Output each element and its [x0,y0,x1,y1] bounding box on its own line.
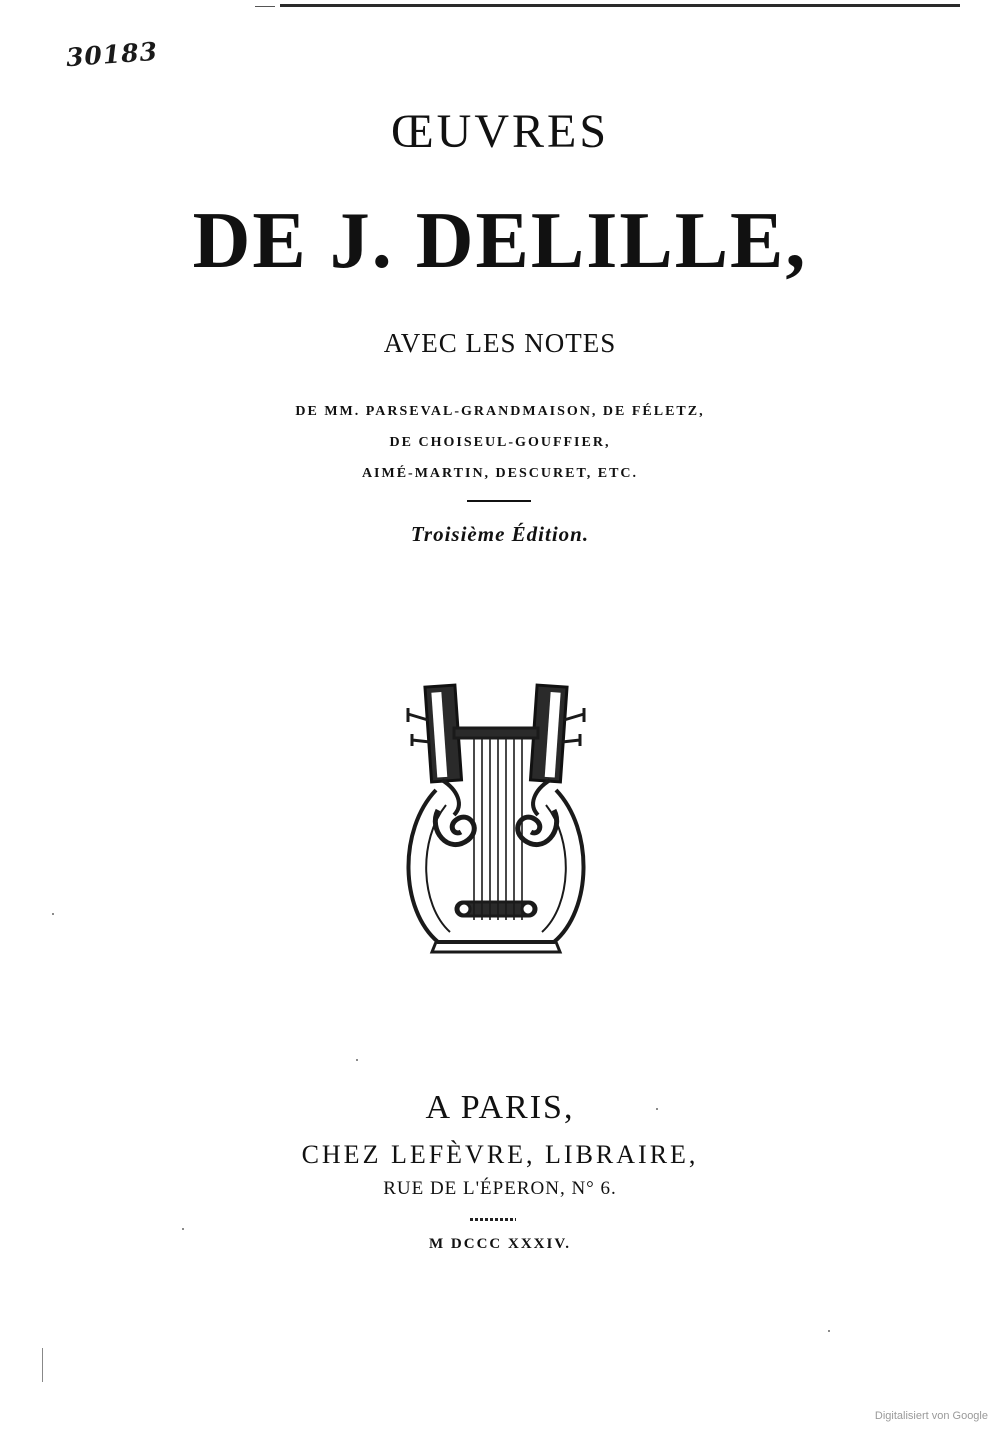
margin-mark [42,1348,43,1382]
edition-label: Troisième Édition. [410,522,590,546]
paper-speck [828,1330,830,1332]
imprint-address: RUE DE L'ÉPERON, N° 6. [383,1178,617,1199]
subtitle: AVEC LES NOTES [383,328,617,358]
paper-speck [356,1059,358,1061]
paper-speck [182,1228,184,1230]
contributors-line: DE MM. PARSEVAL-GRANDMAISON, DE FÉLETZ, [295,404,705,419]
contributors-line: DE CHOISEUL-GOUFFIER, [389,435,611,450]
title-line-1: ŒUVRES [390,105,610,158]
title-line-2: DE J. DELILLE, [192,197,808,285]
handwritten-catalog-number: 30183 [65,36,159,73]
imprint-publisher: CHEZ LEFÈVRE, LIBRAIRE, [301,1140,699,1169]
contributors-line: AIMÉ-MARTIN, DESCURET, ETC. [361,466,639,481]
divider-rule [467,500,531,502]
digitization-watermark: Digitalisiert von Google [874,1410,988,1422]
imprint-place: A PARIS, [425,1089,575,1126]
paper-speck [52,913,54,915]
lyre-icon [398,680,594,962]
ornamental-rule [470,1218,516,1221]
imprint-date: M DCCC XXXIV. [429,1236,571,1252]
top-border-fragment [255,6,275,7]
top-border-rule [280,4,960,7]
paper-speck [656,1108,658,1110]
